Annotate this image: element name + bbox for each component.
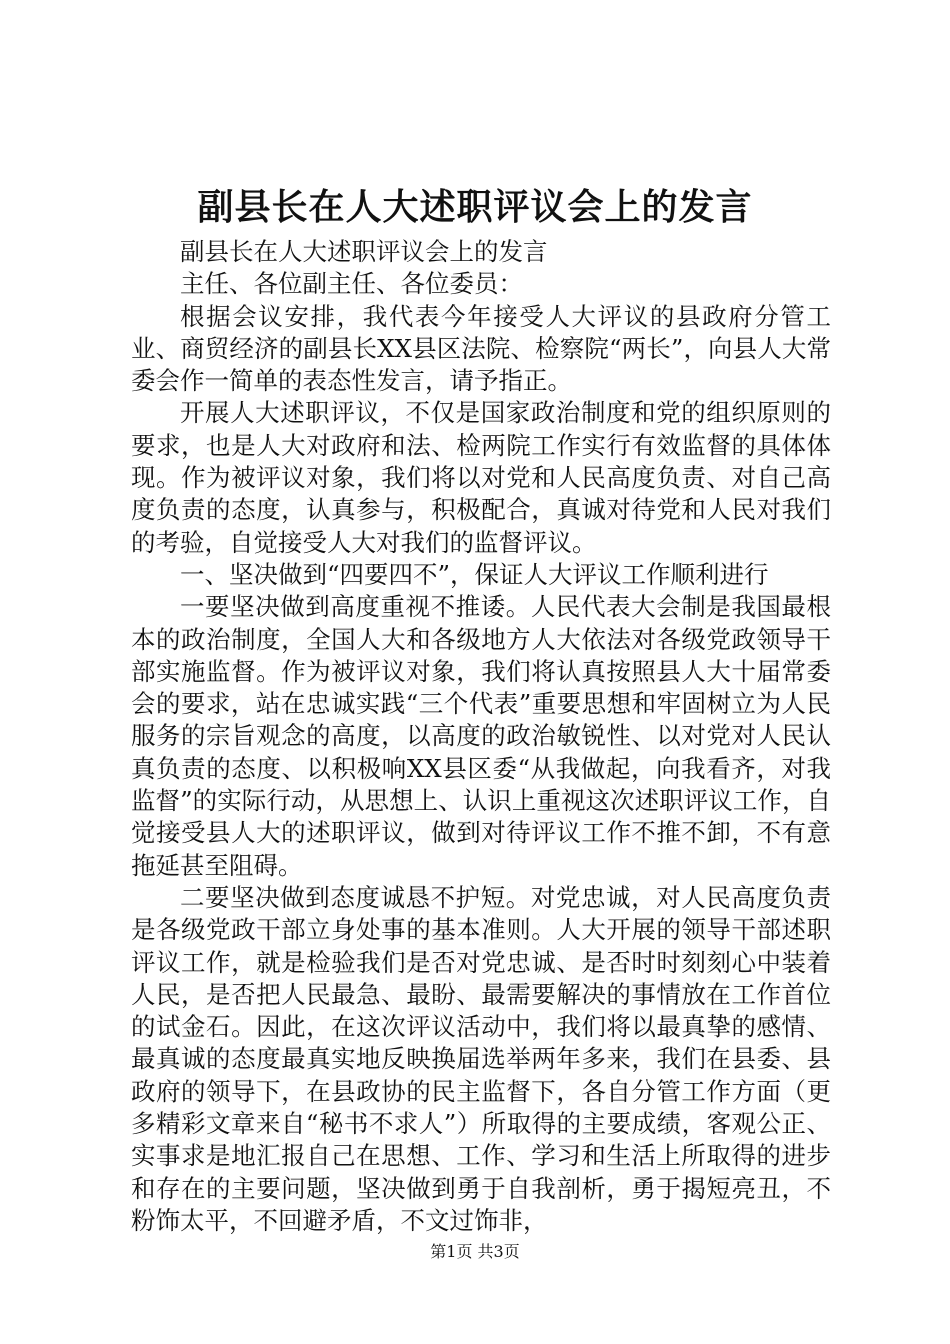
- paragraph: 一要坚决做到高度重视不推诿。人民代表大会制是我国最根本的政治制度，全国人大和各级地方人大依法对各级党政领导干部实施监督。作为被评议对象，我们将认真按照县人大十届常委会的要求，站在忠诚实践“三个代表”重要思想和牢固树立为人民服务的宗旨观念的高度，以高度的政治敏锐性、以对党对人民认真负责的态度、以积极响XX县区委“从我做起，向我看齐，对我监督”的实际行动，从思想上、认识上重视这次述职评议工作，自觉接受县人大的述职评议，做到对待评议工作不推不卸，不有意拖延甚至阻碍。: [131, 592, 831, 880]
- paragraph: 根据会议安排，我代表今年接受人大评议的县政府分管工业、商贸经济的副县长XX县区法院、检察院“两长”，向县人大常委会作一简单的表态性发言，请予指正。: [131, 301, 831, 396]
- paragraph: 二要坚决做到态度诚恳不护短。对党忠诚，对人民高度负责是各级党政干部立身处事的基本准则。人大开展的领导干部述职评议工作，就是检验我们是否对党忠诚、是否时时刻刻心中装着人民，是否把人民最急、最盼、最需要解决的事情放在工作首位的试金石。因此，在这次评议活动中，我们将以最真挚的感情、最真诚的态度最真实地反映换届选举两年多来，我们在县委、县政府的领导下，在县政协的民主监督下，各自分管工作方面（更多精彩文章来自“秘书不求人”）所取得的主要成绩，客观公正、实事求是地汇报自己在思想、工作、学习和生活上所取得的进步和存在的主要问题，坚决做到勇于自我剖析，勇于揭短亮丑，不粉饰太平，不回避矛盾，不文过饰非，: [131, 882, 831, 1235]
- paragraph: 主任、各位副主任、各位委员：: [180, 269, 523, 299]
- document-body: [131, 236, 831, 1237]
- paragraph: 副县长在人大述职评议会上的发言: [180, 237, 548, 266]
- document-title: 副县长在人大述职评议会上的发言: [197, 186, 753, 228]
- page-footer: 第1页 共3页: [430, 1242, 520, 1261]
- paragraph: 开展人大述职评议，不仅是国家政治制度和党的组织原则的要求，也是人大对政府和法、检两院工作实行有效监督的具体体现。作为被评议对象，我们将以对党和人民高度负责、对自己高度负责的态度，认真参与，积极配合，真诚对待党和人民对我们的考验，自觉接受人大对我们的监督评议。: [131, 398, 831, 557]
- section-heading: 一、坚决做到“四要四不”，保证人大评议工作顺利进行: [180, 559, 769, 589]
